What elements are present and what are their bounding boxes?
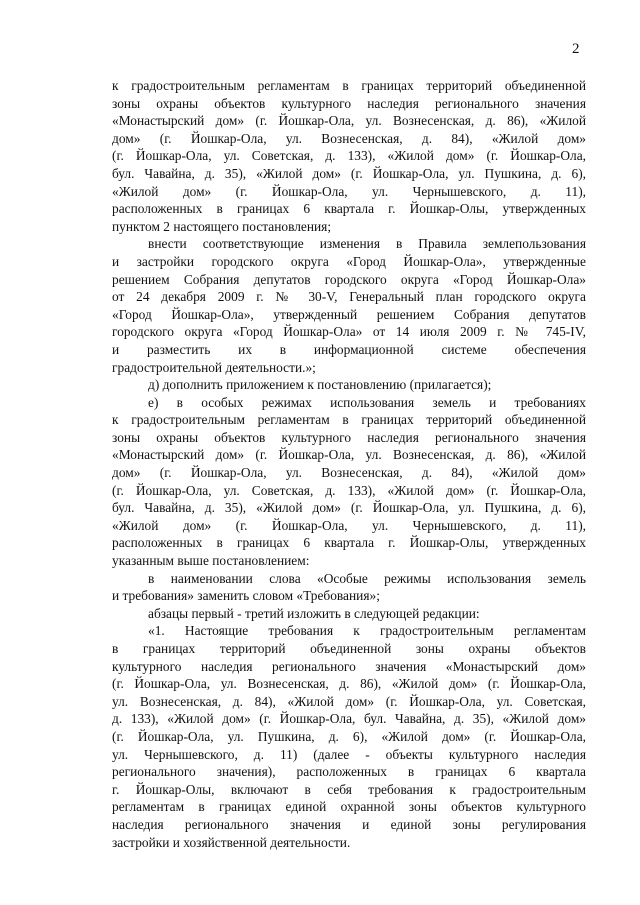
text-line: ул. Вознесенская, д. 84), «Жилой дом» (г. Йошкар-Ола, ул. Советская, — [112, 693, 586, 709]
text-line: бул. Чавайна, д. 35), «Жилой дом» (г. Йошкар-Ола, ул. Пушкина, д. 6), — [112, 165, 586, 181]
paragraph — [112, 77, 586, 235]
text-line: от 24 декабря 2009 г. № 30-V, Генеральный план городского округа — [112, 289, 586, 305]
text-line: к градостроительным регламентам в границах территорий объединенной — [112, 412, 586, 428]
paragraph — [112, 376, 586, 394]
text-line: наследия регионального значения и единой зоны регулирования — [112, 816, 586, 832]
text-line: (г. Йошкар-Ола, ул. Советская, д. 133), «Жилой дом» (г. Йошкар-Ола, — [112, 482, 586, 498]
text-line: городского округа «Город Йошкар-Ола» от 14 июля 2009 г. № 745-IV, — [112, 324, 586, 340]
paragraph — [112, 570, 586, 605]
text-line: пунктом 2 настоящего постановления; — [112, 218, 332, 234]
text-line: д) дополнить приложением к постановлению (прилагается); — [148, 377, 492, 393]
text-line: расположенных в границах 6 квартала г. Йошкар-Олы, утвержденных — [112, 201, 586, 217]
text-line: абзацы первый - третий изложить в следующей редакции: — [148, 605, 480, 621]
text-line: указанным выше постановлением: — [112, 553, 310, 569]
text-line: д. 133), «Жилой дом» (г. Йошкар-Ола, бул. Чавайна, д. 35), «Жилой дом» — [112, 711, 586, 727]
text-line: «Монастырский дом» (г. Йошкар-Ола, ул. Вознесенская, д. 86), «Жилой — [112, 447, 586, 463]
text-line: и разместить их в информационной системе обеспечения — [112, 341, 586, 357]
text-line: культурного наследия регионального значения «Монастырский дом» — [112, 658, 586, 674]
text-line: «1. Настоящие требования к градостроительным регламентам — [148, 623, 586, 639]
text-line: (г. Йошкар-Ола, ул. Советская, д. 133), «Жилой дом» (г. Йошкар-Ола, — [112, 148, 586, 164]
text-line: в наименовании слова «Особые режимы использования земель — [148, 570, 586, 586]
page-number: 2 — [572, 41, 580, 57]
text-line: дом» (г. Йошкар-Ола, ул. Вознесенская, д. 84), «Жилой дом» — [112, 130, 586, 146]
text-line: г. Йошкар-Олы, включают в себя требования к градостроительным — [112, 781, 586, 797]
text-line: и застройки городского округа «Город Йошкар-Ола», утвержденные — [112, 253, 586, 269]
text-line: «Монастырский дом» (г. Йошкар-Ола, ул. Вознесенская, д. 86), «Жилой — [112, 113, 586, 129]
text-line: (г. Йошкар-Ола, ул. Вознесенская, д. 86), «Жилой дом» (г. Йошкар-Ола, — [112, 676, 586, 692]
text-line: решением Собрания депутатов городского округа «Город Йошкар-Ола» — [112, 271, 586, 287]
text-line: «Жилой дом» (г. Йошкар-Ола, ул. Чернышевского, д. 11), — [112, 517, 586, 533]
paragraph — [112, 622, 586, 851]
paragraph — [112, 235, 586, 376]
text-line: к градостроительным регламентам в границах территорий объединенной — [112, 78, 586, 93]
text-line: е) в особых режимах использования земель и требованиях — [148, 394, 586, 410]
paragraph — [112, 605, 586, 623]
paragraph — [112, 394, 586, 570]
text-line: и требования» заменить словом «Требования»; — [112, 588, 380, 604]
text-line: ул. Чернышевского, д. 11) (далее - объекты культурного наследия — [112, 746, 586, 762]
text-line: зоны охраны объектов культурного наследия регионального значения — [112, 95, 586, 111]
text-line: «Город Йошкар-Ола», утвержденный решением Собрания депутатов — [112, 306, 586, 322]
text-line: застройки и хозяйственной деятельности. — [112, 834, 351, 850]
text-line: расположенных в границах 6 квартала г. Йошкар-Олы, утвержденных — [112, 535, 586, 551]
text-line: градостроительной деятельности.»; — [112, 359, 316, 375]
text-line: регламентам в границах единой охранной зоны объектов культурного — [112, 799, 586, 815]
text-line: (г. Йошкар-Ола, ул. Пушкина, д. 6), «Жилой дом» (г. Йошкар-Ола, — [112, 728, 586, 744]
document-body — [112, 77, 586, 851]
text-line: внести соответствующие изменения в Правила землепользования — [148, 236, 586, 252]
text-line: бул. Чавайна, д. 35), «Жилой дом» (г. Йошкар-Ола, ул. Пушкина, д. 6), — [112, 500, 586, 516]
text-line: дом» (г. Йошкар-Ола, ул. Вознесенская, д. 84), «Жилой дом» — [112, 465, 586, 481]
text-line: регионального значения), расположенных в границах 6 квартала — [112, 764, 586, 780]
text-line: «Жилой дом» (г. Йошкар-Ола, ул. Чернышевского, д. 11), — [112, 183, 586, 199]
text-line: в границах территорий объединенной зоны охраны объектов — [112, 641, 586, 656]
text-line: зоны охраны объектов культурного наследия регионального значения — [112, 429, 586, 445]
